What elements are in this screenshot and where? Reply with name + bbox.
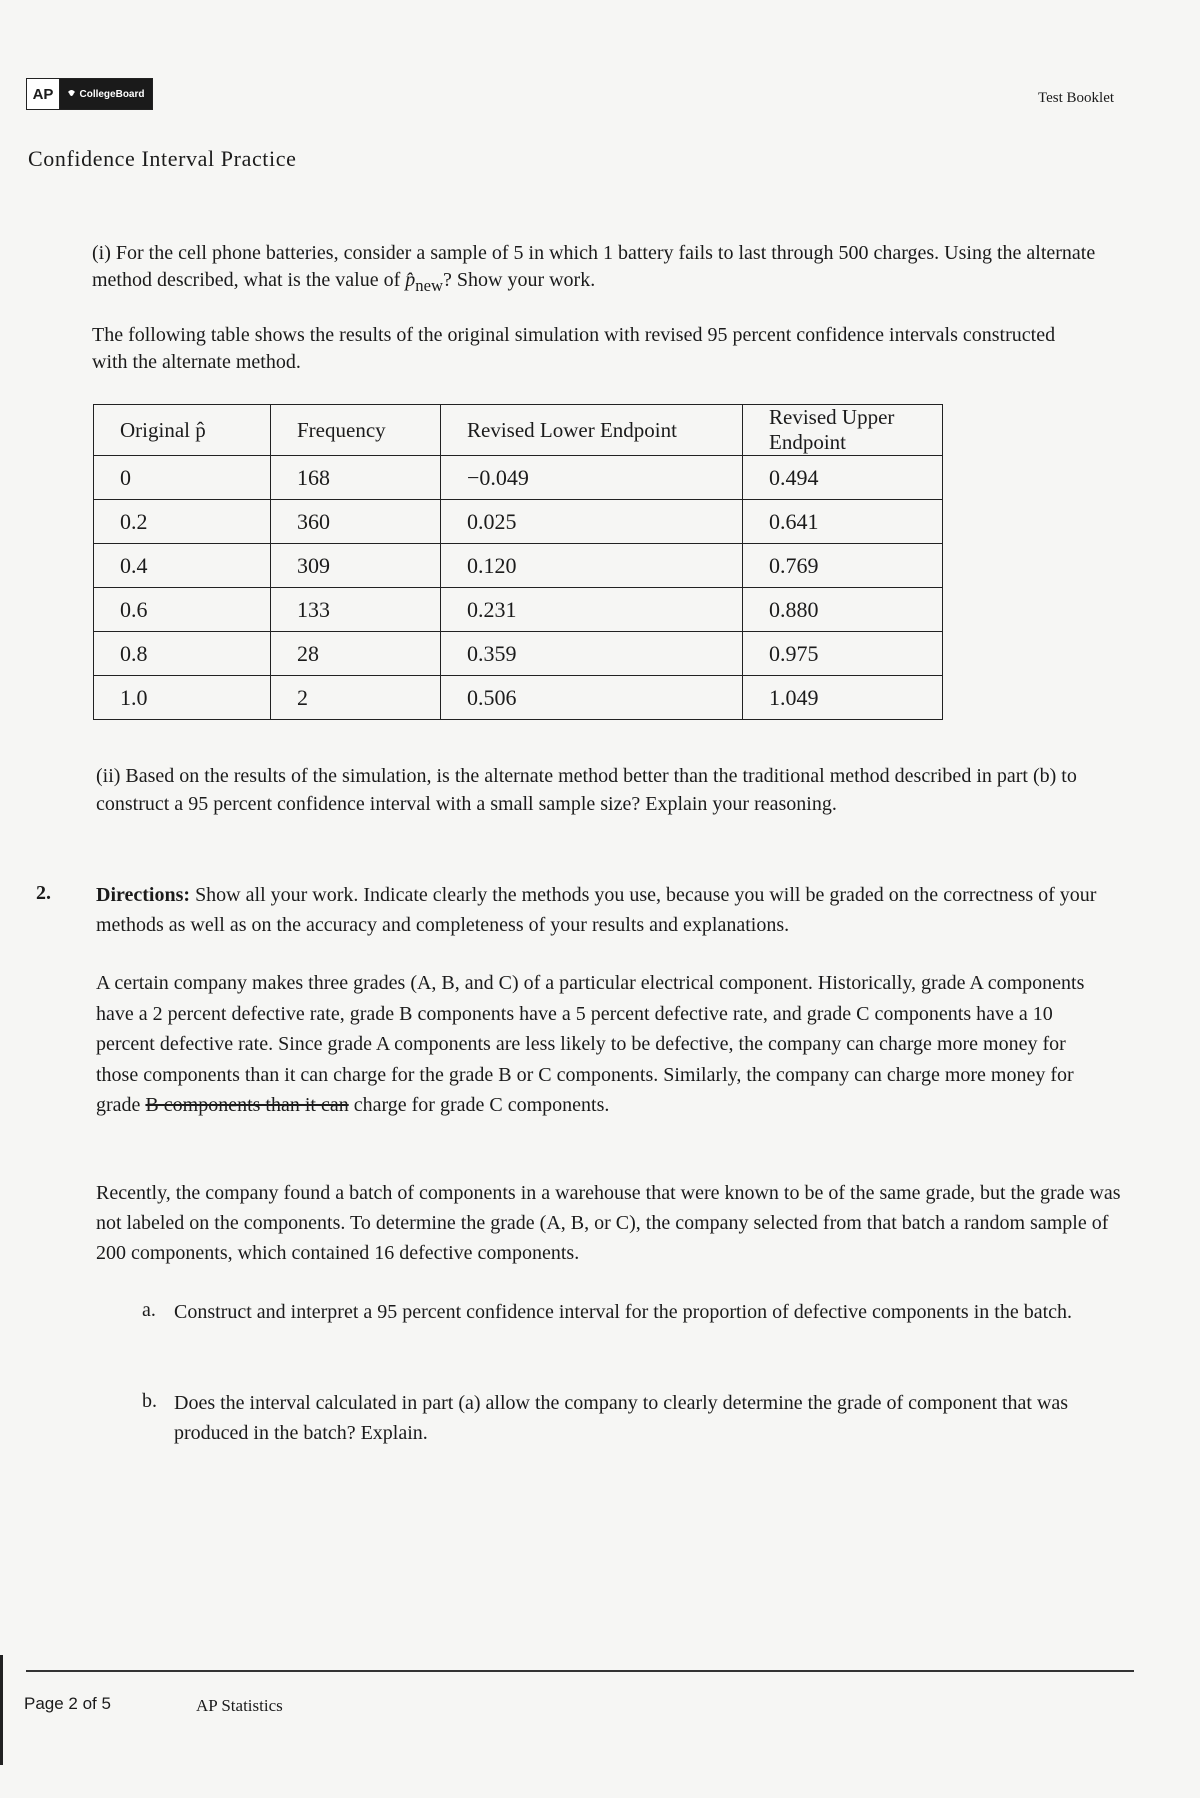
header-original-p-hat: Original p̂ [94,405,271,456]
scenario-text: A certain company makes three grades (A, B, and C) of a particular electrical component. Historically, grade A components have a 2 percent defective rate, grade B components have a 5 percent defective rate, and grade C components have a 10 percent defective rate. Since grade A components are less likely to be defective, the company can charge more money for those components than it can charge for the grade B or C components. Similarly, the company can charge more money for grade [96,972,1085,1116]
acorn-icon [67,89,76,100]
cell-original-p-hat: 0.2 [94,500,271,544]
page-number: Page 2 of 5 [24,1694,111,1713]
part-b-question: Does the interval calculated in part (a) allow the company to clearly determine the grade of component that was produced in the batch? Explain. [174,1392,1069,1444]
cell-lower-endpoint: 0.025 [441,500,743,544]
cell-frequency: 309 [271,544,441,588]
booklet-label: Test Booklet [1038,90,1115,106]
part-ii-question: (ii) Based on the results of the simulation, is the alternate method better than the traditional method described in part (b) to construct a 95 percent confidence interval with a small sample size? Explain your reasoning. [96,765,1077,815]
question-number: 2. [36,882,51,904]
directions-text: Show all your work. Indicate clearly the methods you use, because you will be graded on the correctness of your methods as well as on the accuracy and completeness of your results and explanations. [96,884,1097,936]
course-name: AP Statistics [196,1696,283,1715]
cell-upper-endpoint: 0.880 [743,588,943,632]
header-lower-endpoint: Revised Lower Endpoint [441,405,743,456]
header-upper-endpoint: Revised Upper Endpoint [743,405,943,456]
p-hat-symbol: p̂ [405,269,416,291]
cell-frequency: 133 [271,588,441,632]
part-a-question: Construct and interpret a 95 percent confidence interval for the proportion of defective components in the batch. [174,1301,1073,1323]
collegeboard-logo [60,79,152,109]
cell-lower-endpoint: 0.120 [441,544,743,588]
scenario-text-end: charge for grade C components. [348,1094,610,1116]
part-i-prefix: (i) For the cell phone batteries, consider a sample of 5 in which 1 battery fails to last through 500 charges. Using the alternate method described, what is the value of [92,242,1096,291]
struck-text: B components than it can [145,1094,349,1116]
table-header-row [94,405,943,456]
part-i-question [92,240,1102,299]
table-row [94,588,943,632]
cell-original-p-hat: 0.8 [94,632,271,676]
table-row [94,632,943,676]
scan-edge-mark [0,1655,3,1765]
cell-upper-endpoint: 0.975 [743,632,943,676]
directions-paragraph [96,880,1106,940]
table-row [94,676,943,720]
p-hat-subscript: new [415,276,443,295]
collegeboard-logo-text: CollegeBoard [79,88,145,100]
header-frequency: Frequency [271,405,441,456]
cell-upper-endpoint: 0.769 [743,544,943,588]
page-title: Confidence Interval Practice [28,146,297,171]
cell-original-p-hat: 1.0 [94,676,271,720]
directions-label: Directions: [96,884,191,906]
cell-lower-endpoint: 0.231 [441,588,743,632]
cell-upper-endpoint: 0.641 [743,500,943,544]
table-row [94,544,943,588]
cell-lower-endpoint: −0.049 [441,456,743,500]
cell-frequency: 28 [271,632,441,676]
part-i-suffix: ? Show your work. [443,269,596,291]
scenario-paragraph [96,968,1106,1121]
part-a-label: a. [142,1299,156,1321]
ap-logo-text: AP [27,79,60,109]
table-intro: The following table shows the results of the original simulation with revised 95 percent confidence intervals constructed with the alternate method. [92,324,1056,373]
table-row [94,500,943,544]
cell-lower-endpoint: 0.506 [441,676,743,720]
ap-collegeboard-logo [26,78,153,110]
footer-divider [26,1670,1134,1672]
part-b-label: b. [142,1390,157,1412]
sample-paragraph: Recently, the company found a batch of components in a warehouse that were known to be of the same grade, but the grade was not labeled on the components. To determine the grade (A, B, or C), the company selected from that batch a random sample of 200 components, which contained 16 defective components. [96,1182,1121,1264]
cell-frequency: 168 [271,456,441,500]
cell-original-p-hat: 0.6 [94,588,271,632]
cell-upper-endpoint: 0.494 [743,456,943,500]
cell-original-p-hat: 0.4 [94,544,271,588]
cell-frequency: 2 [271,676,441,720]
cell-frequency: 360 [271,500,441,544]
table-row [94,456,943,500]
cell-upper-endpoint: 1.049 [743,676,943,720]
cell-original-p-hat: 0 [94,456,271,500]
simulation-table [93,404,943,720]
cell-lower-endpoint: 0.359 [441,632,743,676]
